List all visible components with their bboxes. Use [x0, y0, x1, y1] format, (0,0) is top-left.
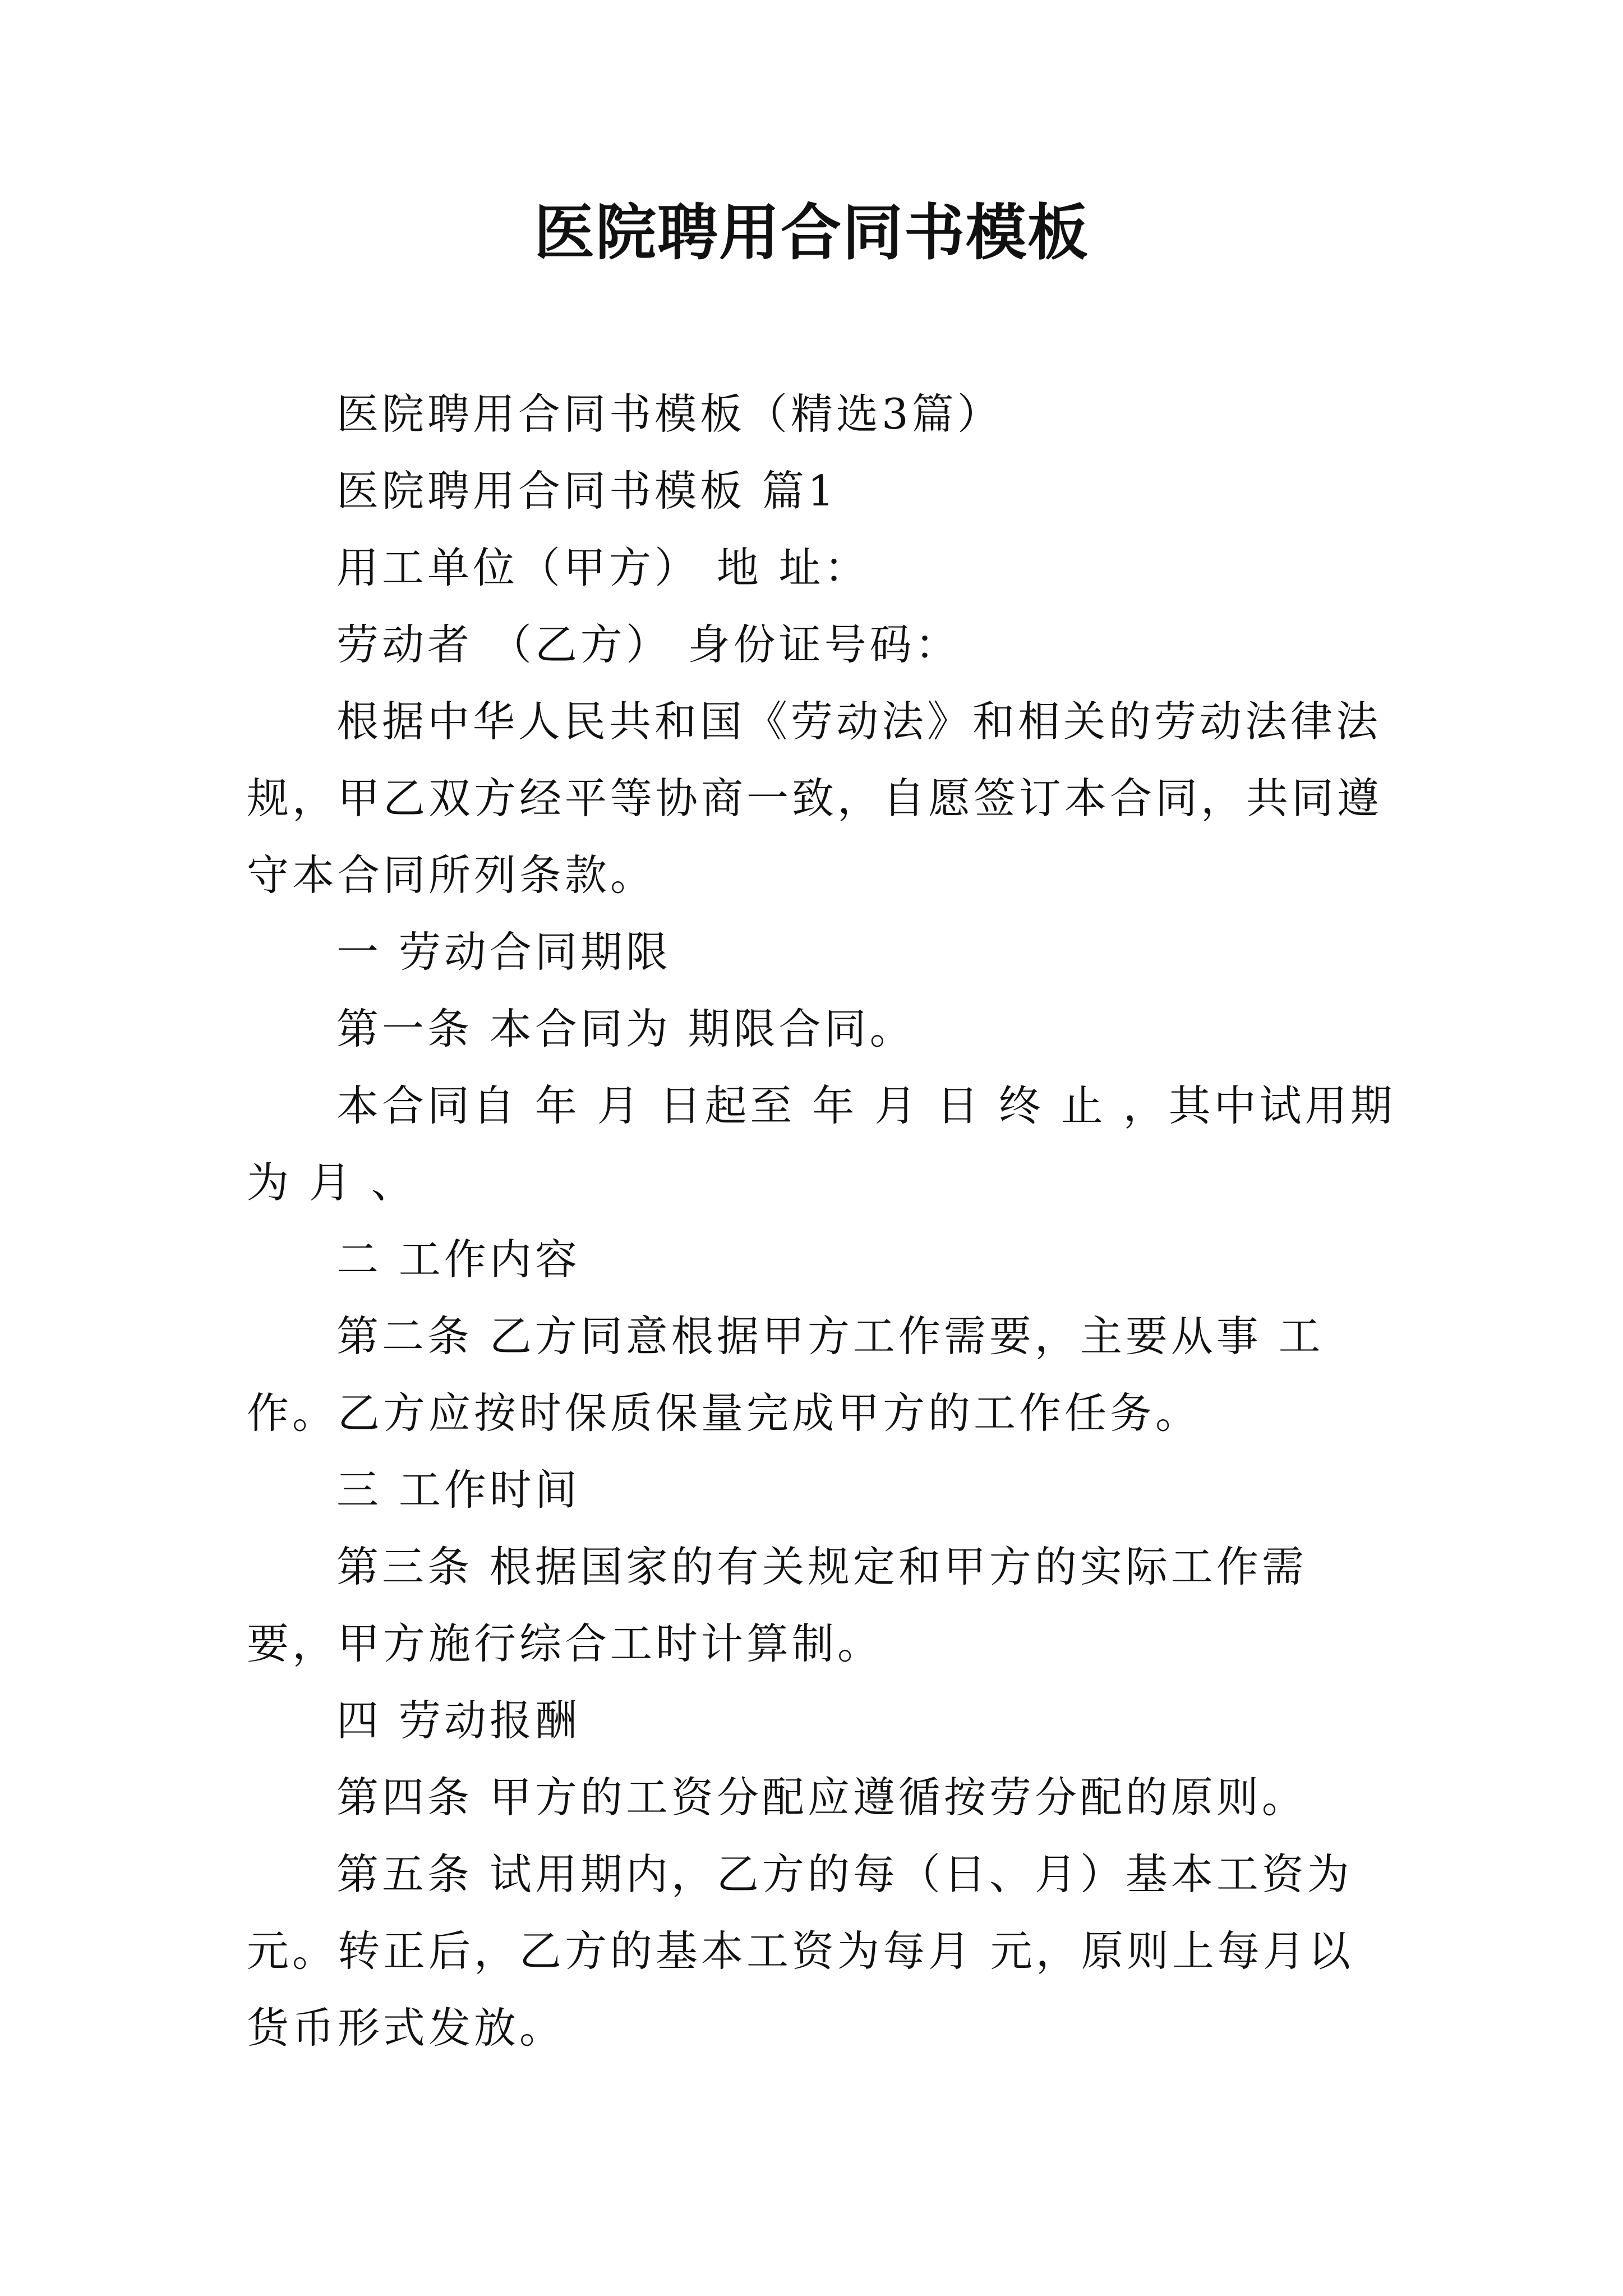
paragraph-3: 用工单位（甲方） 地 址： [336, 543, 870, 592]
paragraph-10: 第二条 乙方同意根据甲方工作需要，主要从事 工作。乙方应按时保质保量完成甲方的工作任务。 [247, 1312, 1324, 1438]
paragraph-1: 医院聘用合同书模板（精选3篇） [336, 389, 1003, 439]
paragraph-4: 劳动者 （乙方） 身份证号码： [336, 620, 961, 669]
paragraph-14: 第四条 甲方的工资分配应遵循按劳分配的原则。 [336, 1773, 1307, 1822]
paragraph-8: 本合同自 年 月 日起至 年 月 日 终 止 ，其中试用期为 月 、 [247, 1081, 1396, 1207]
document-body [247, 376, 1396, 2067]
paragraph-12: 第三条 根据国家的有关规定和甲方的实际工作需要，甲方施行综合工时计算制。 [247, 1542, 1307, 1668]
section-heading-4: 四 劳动报酬 [336, 1696, 580, 1745]
section-heading-1: 一 劳动合同期限 [336, 927, 671, 977]
document-title: 医院聘用合同书模板 [533, 197, 1089, 268]
paragraph-2: 医院聘用合同书模板 篇1 [336, 466, 838, 516]
section-heading-2: 二 工作内容 [336, 1235, 580, 1284]
paragraph-5: 根据中华人民共和国《劳动法》和相关的劳动法律法规，甲乙双方经平等协商一致，自愿签订本合同，共同遵守本合同所列条款。 [247, 697, 1383, 900]
paragraph-7: 第一条 本合同为 期限合同。 [336, 1004, 915, 1053]
paragraph-15: 第五条 试用期内，乙方的每（日、月）基本工资为 元。转正后，乙方的基本工资为每月 元，原则上每月以货币形式发放。 [247, 1849, 1354, 2053]
section-heading-3: 三 工作时间 [336, 1465, 580, 1515]
